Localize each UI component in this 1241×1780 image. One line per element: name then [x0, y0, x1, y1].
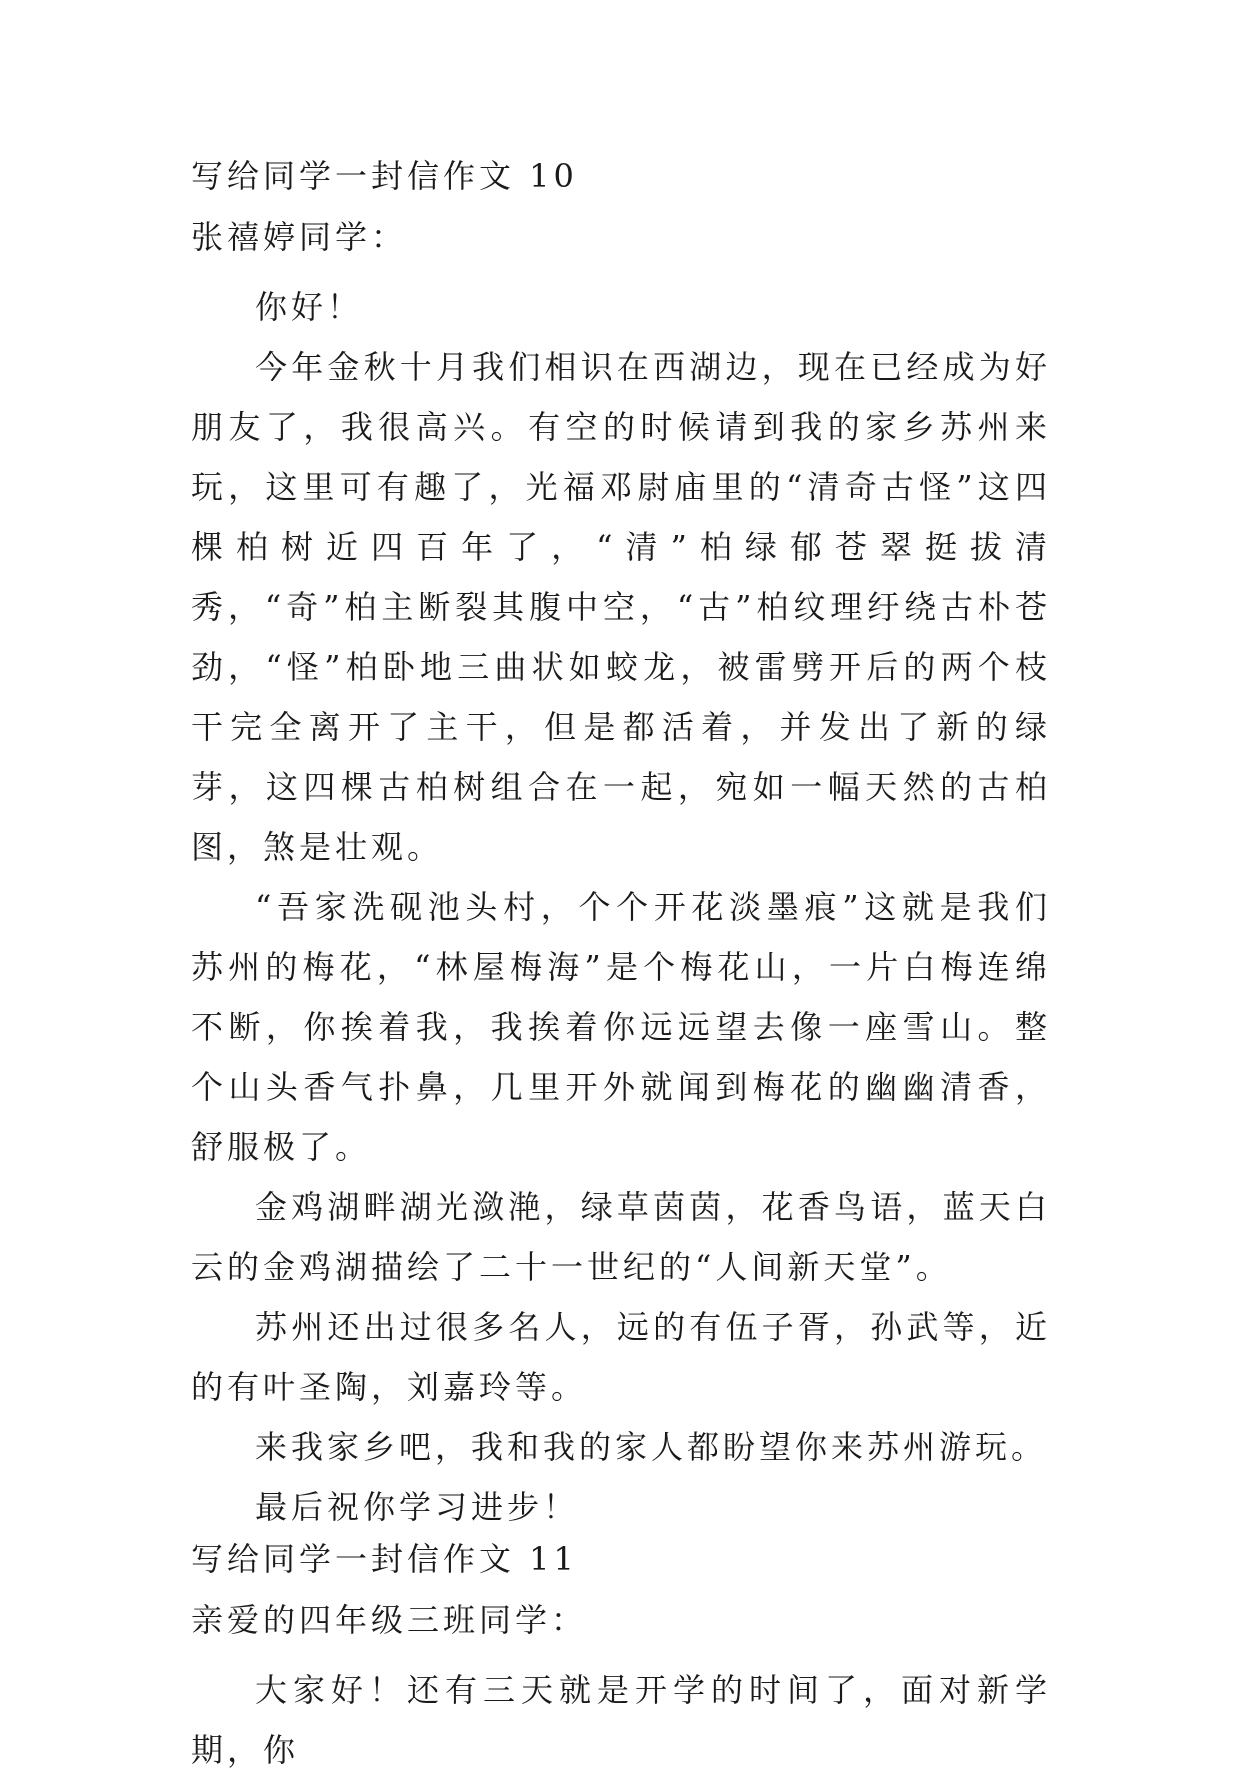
- section-11-title: 写给同学一封信作文 11: [191, 1540, 578, 1578]
- section-10-title: 写给同学一封信作文 10: [191, 157, 578, 195]
- section-11-salutation: 亲爱的四年级三班同学：: [191, 1601, 588, 1639]
- section-10-paragraph-closing: 最后祝你学习进步！: [255, 1488, 580, 1526]
- section-10-paragraph-famous-people: 苏州还出过很多名人，远的有伍子胥，孙武等，近的有叶圣陶，刘嘉玲等。: [191, 1308, 1051, 1406]
- section-10-paragraph-invitation: 来我家乡吧，我和我的家人都盼望你来苏州游玩。: [255, 1428, 1048, 1466]
- section-10-paragraph-greeting: 你好！: [255, 288, 364, 326]
- section-10-paragraph-plum: “吾家洗砚池头村，个个开花淡墨痕”这就是我们苏州的梅花，“林屋梅海”是个梅花山，一片白梅连绵不断，你挨着我，我挨着你远远望去像一座雪山。整个山头香气扑鼻，几里开外就闻到梅花的幽幽清香，舒服极了。: [191, 888, 1051, 1166]
- section-10-salutation: 张禧婷同学：: [191, 218, 408, 256]
- section-10-paragraph-cypress: 今年金秋十月我们相识在西湖边，现在已经成为好朋友了，我很高兴。有空的时候请到我的家乡苏州来玩，这里可有趣了，光福邓尉庙里的“清奇古怪”这四棵柏树近四百年了，“清”柏绿郁苍翠挺拔清秀，“奇”柏主断裂其腹中空，“古”柏纹理纡绕古朴苍劲，“怪”柏卧地三曲状如蛟龙，被雷劈开后的两个枝干完全离开了主干，但是都活着，并发出了新的绿芽，这四棵古柏树组合在一起，宛如一幅天然的古柏图，煞是壮观。: [191, 348, 1051, 866]
- document-page: [191, 156, 1051, 1780]
- section-10-paragraph-jinji-lake: 金鸡湖畔湖光潋滟，绿草茵茵，花香鸟语，蓝天白云的金鸡湖描绘了二十一世纪的“人间新天堂”。: [191, 1188, 1051, 1286]
- section-11-paragraph-opening: 大家好！还有三天就是开学的时间了，面对新学期，你: [191, 1671, 1051, 1769]
